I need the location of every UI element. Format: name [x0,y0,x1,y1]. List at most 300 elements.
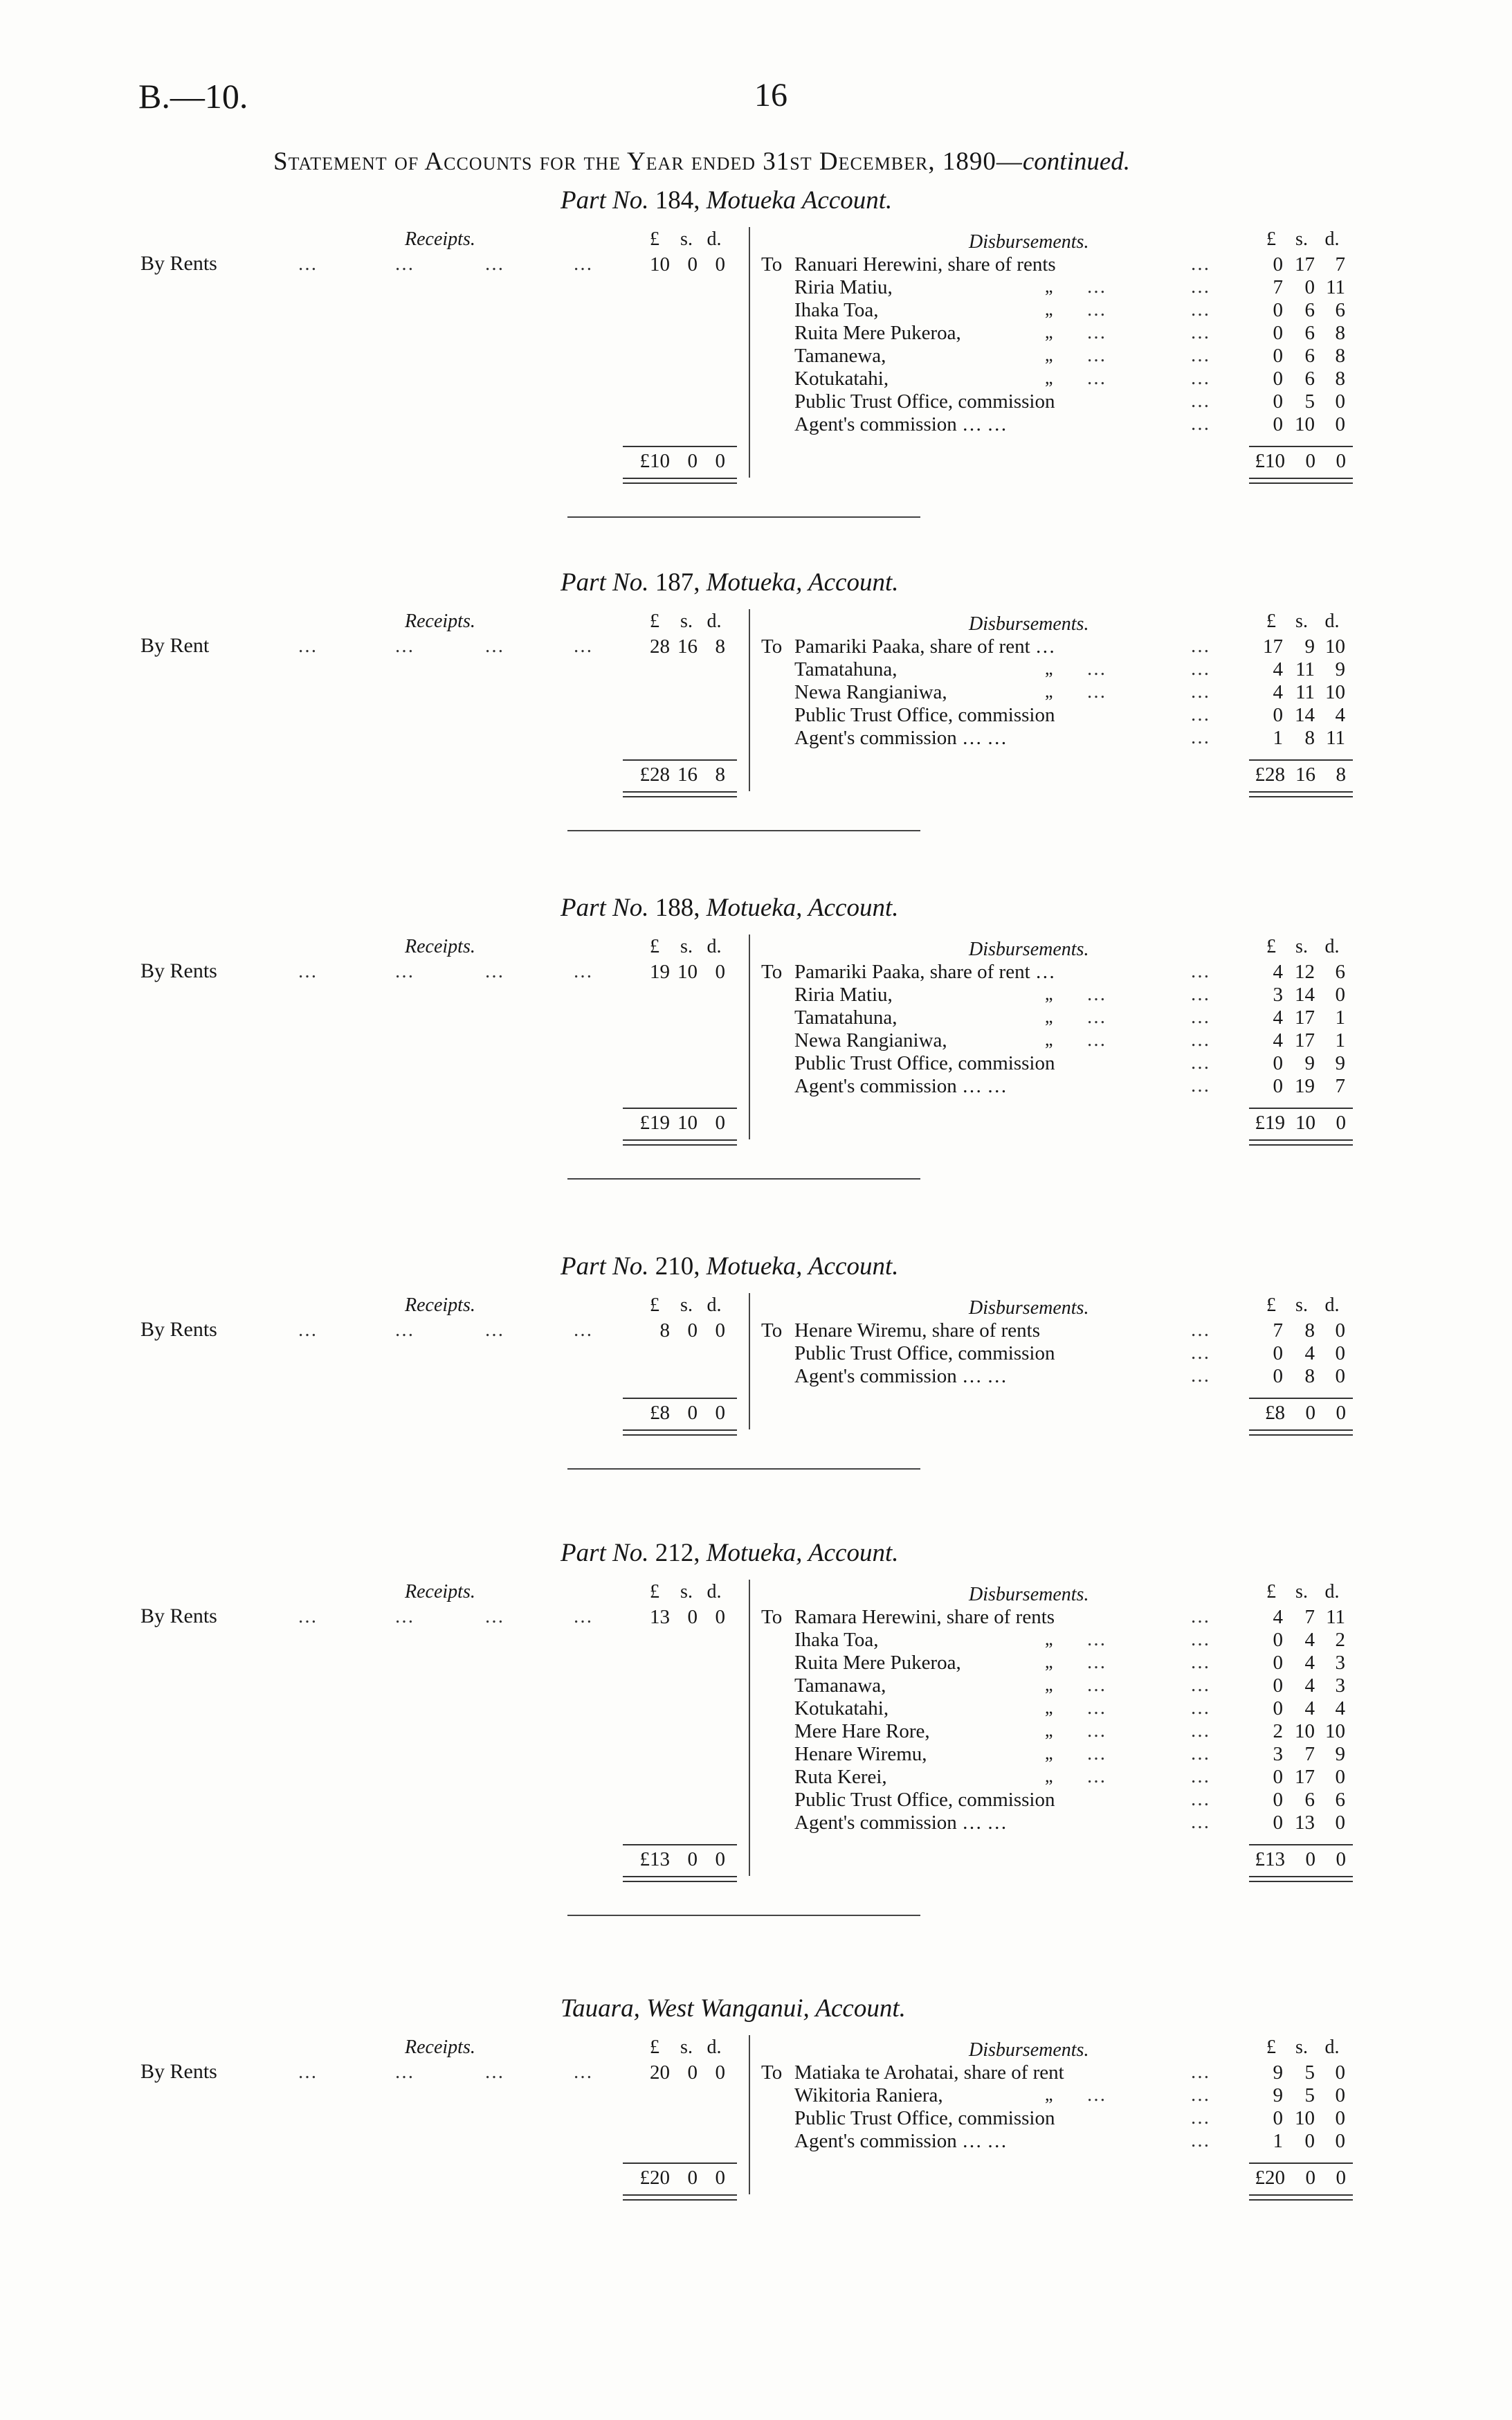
disbursement-amount-pence: 0 [1335,1812,1345,1834]
disbursement-amount-pounds: 9 [1273,2084,1283,2106]
disbursement-payee: Pamariki Paaka, share of rent … [794,635,1055,658]
disbursement-leader-right: … [1190,1743,1212,1764]
section-title-number: 188, [655,894,700,922]
receipt-total [621,1402,725,1425]
disbursement-total-pence: 0 [1336,1112,1346,1134]
ditto-mark: „ [1045,2084,1053,2104]
disbursement-amount-shillings: 7 [1304,1743,1315,1765]
disbursement-total-pounds: £10 [1255,450,1285,472]
disbursement-leader: … [1086,984,1109,1005]
disbursement-leader-right: … [1190,299,1212,320]
disbursement-payee: Riria Matiu, [794,984,893,1006]
disbursement-payee: Kotukatahi, [794,368,889,390]
pound-sign: £ [1266,2037,1276,2058]
disbursement-amount-pounds: 0 [1273,1342,1283,1364]
column-divider [749,227,750,478]
disbursement-payee: Newa Rangianiwa, [794,1029,947,1051]
receipt-leader-4: … [573,635,595,657]
shilling-sign: s. [680,2037,693,2058]
disbursement-leader-right: … [1190,1342,1212,1364]
receipt-leader-1: … [298,635,320,657]
disbursement-total [1242,450,1346,473]
pence-sign: d. [707,936,722,957]
receipt-amount-pounds: 13 [650,1606,670,1628]
receipt-leader-3: … [484,635,507,657]
disbursement-amount-shillings: 8 [1304,1319,1315,1342]
disbursement-amount [1251,390,1345,413]
disbursement-payee: Public Trust Office, commission [794,1789,1055,1811]
disbursement-amount-pence: 3 [1335,1674,1345,1697]
disbursement-amount-shillings: 17 [1295,1029,1315,1051]
receipt-leader-3: … [484,2061,507,2083]
receipt-total-rule [623,759,737,761]
receipts-label: Receipts. [405,228,475,250]
disbursement-payee: Agent's commission … … [794,727,1008,749]
disbursement-amount-pence: 4 [1335,704,1345,726]
disbursement-amount-pounds: 1 [1273,727,1283,749]
disbursement-amount-pence: 6 [1335,299,1345,321]
disbursement-total-pounds: £20 [1255,2167,1285,2189]
disbursement-leader-right: … [1190,322,1212,343]
disbursement-double-rule [1249,478,1353,484]
receipt-total-pence: 0 [715,2167,725,2189]
section-title-number: 212, [655,1539,700,1567]
receipt-leader-3: … [484,961,507,982]
disbursements-label: Disbursements. [969,613,1089,635]
receipts-currency-header [637,611,728,633]
disbursement-amount [1251,1319,1345,1342]
disbursement-leader-right: … [1190,635,1212,657]
disbursements-currency-header [1256,2037,1347,2059]
column-divider [749,2035,750,2194]
column-divider [749,934,750,1139]
disbursement-total [1242,1848,1346,1871]
disbursement-payee: Kotukatahi, [794,1697,889,1719]
ditto-mark: „ [1045,1720,1053,1740]
disbursement-amount-pounds: 4 [1273,961,1283,983]
shilling-sign: s. [1295,1581,1308,1602]
disbursement-payee: Tamatahuna, [794,658,898,680]
receipt-label: By Rents [140,1605,217,1627]
disbursement-leader-right: … [1190,1006,1212,1028]
disbursement-total-rule [1249,446,1353,447]
disbursements-currency-header [1256,1581,1347,1603]
disbursement-amount-pence: 1 [1335,1006,1345,1029]
ditto-mark: „ [1045,681,1053,701]
section-title-b: Motueka, Account. [700,1252,899,1281]
disbursement-leader: … [1086,368,1109,389]
receipt-double-rule [623,1429,737,1436]
ditto-mark: „ [1045,658,1053,678]
section-title-number: 187, [655,568,700,597]
disbursement-leader-right: … [1190,727,1212,748]
receipt-amount [621,635,725,658]
disbursement-amount-shillings: 11 [1295,658,1315,680]
disbursement-leader-right: … [1190,368,1212,389]
title-text: Statement of Accounts for the Year ended 31st December, 1890— [273,147,1023,176]
disbursement-amount [1251,345,1345,368]
shilling-sign: s. [1295,936,1308,957]
disbursement-leader: … [1086,2084,1109,2106]
disbursement-amount-pounds: 4 [1273,681,1283,703]
disbursement-amount [1251,1052,1345,1075]
disbursement-leader-right: … [1190,2130,1212,2151]
disbursement-total-rule [1249,1844,1353,1845]
receipts-label: Receipts. [405,2037,475,2058]
receipt-amount-shillings: 10 [677,961,698,983]
disbursement-amount-pounds: 0 [1273,1052,1283,1074]
section-title [561,1252,898,1281]
disbursement-leader-right: … [1190,1674,1212,1696]
receipt-leader-4: … [573,2061,595,2083]
disbursement-amount [1251,1006,1345,1029]
disbursement-amount-pence: 6 [1335,961,1345,983]
disbursement-amount-pence: 10 [1325,1720,1345,1742]
disbursement-total-pounds: £28 [1255,764,1285,786]
disbursement-amount-pounds: 0 [1273,413,1283,435]
disbursement-leader: … [1086,1006,1109,1028]
section-title-a: Part No. [561,186,655,215]
disbursement-amount-shillings: 5 [1304,2061,1315,2084]
disbursement-leader-right: … [1190,1697,1212,1719]
receipt-total-rule [623,1108,737,1109]
section-separator [567,516,920,518]
pound-sign: £ [650,611,659,632]
receipt-double-rule [623,1876,737,1882]
disbursement-leader: … [1086,1652,1109,1673]
disbursement-leader: … [1086,1029,1109,1051]
disbursement-total-shillings: 0 [1305,1848,1315,1870]
disbursement-payee: Henare Wiremu, [794,1743,927,1765]
receipt-total [621,764,725,786]
disbursement-amount-pounds: 0 [1273,299,1283,321]
disbursement-amount-shillings: 17 [1295,1006,1315,1029]
disbursement-leader-right: … [1190,1075,1212,1096]
disbursement-amount-pounds: 1 [1273,2130,1283,2152]
receipt-leader-4: … [573,961,595,982]
disbursement-leader: … [1086,299,1109,320]
disbursements-currency-header [1256,1294,1347,1317]
disbursement-amount [1251,2084,1345,2107]
disbursement-total-rule [1249,2162,1353,2164]
disbursement-amount-pence: 4 [1335,1697,1345,1719]
disbursement-amount-pence: 9 [1335,658,1345,680]
disbursement-leader-right: … [1190,704,1212,725]
shilling-sign: s. [1295,228,1308,250]
disbursements-label: Disbursements. [969,939,1089,960]
disbursement-prefix: To [761,961,783,983]
disbursement-amount-shillings: 8 [1304,1365,1315,1387]
disbursement-leader: … [1086,322,1109,343]
receipt-total-rule [623,1844,737,1845]
disbursement-amount-pounds: 0 [1273,368,1283,390]
section-title-b: Tauara, West Wanganui, Account. [561,1994,906,2023]
receipt-amount [621,253,725,276]
disbursement-payee: Tamanewa, [794,345,886,367]
disbursement-amount-pounds: 0 [1273,1652,1283,1674]
receipt-amount-shillings: 0 [687,2061,698,2084]
disbursement-payee: Henare Wiremu, share of rents [794,1319,1041,1342]
ditto-mark: „ [1045,1697,1053,1717]
pence-sign: d. [707,228,722,250]
disbursement-amount-pounds: 9 [1273,2061,1283,2084]
disbursement-amount [1251,961,1345,984]
receipt-amount-pence: 0 [715,253,725,276]
disbursement-leader-right: … [1190,1766,1212,1787]
disbursement-amount [1251,276,1345,299]
section-title-b: Motueka Account. [700,186,893,215]
ditto-mark: „ [1045,1006,1053,1027]
disbursements-label: Disbursements. [969,1584,1089,1605]
disbursement-amount [1251,704,1345,727]
disbursement-payee: Agent's commission … … [794,413,1008,435]
receipt-total [621,450,725,473]
disbursement-amount-shillings: 6 [1304,368,1315,390]
disbursement-total-shillings: 0 [1305,450,1315,472]
pence-sign: d. [707,1294,722,1316]
section-title-number: 184, [655,186,700,215]
disbursement-amount-pence: 10 [1325,635,1345,658]
disbursement-amount-shillings: 19 [1295,1075,1315,1097]
disbursement-amount-shillings: 4 [1304,1342,1315,1364]
column-divider [749,1293,750,1429]
receipt-double-rule [623,1139,737,1146]
receipt-amount [621,1319,725,1342]
shilling-sign: s. [1295,611,1308,632]
disbursement-amount-pounds: 0 [1273,322,1283,344]
disbursement-amount-pence: 8 [1335,345,1345,367]
disbursement-leader-right: … [1190,961,1212,982]
disbursement-total-rule [1249,1108,1353,1109]
disbursement-amount-pence: 2 [1335,1629,1345,1651]
disbursement-double-rule [1249,791,1353,797]
disbursement-leader: … [1086,1720,1109,1742]
disbursement-leader: … [1086,1766,1109,1787]
disbursement-total-pounds: £8 [1265,1402,1285,1424]
receipt-amount-pounds: 28 [650,635,670,658]
receipt-double-rule [623,791,737,797]
page-number: 16 [754,77,787,114]
column-divider [749,609,750,791]
disbursement-amount-pounds: 0 [1273,390,1283,413]
section-separator [567,1178,920,1180]
disbursement-amount [1251,681,1345,704]
disbursement-leader-right: … [1190,253,1212,275]
disbursement-amount [1251,2107,1345,2130]
ditto-mark: „ [1045,1766,1053,1786]
shilling-sign: s. [680,611,693,632]
disbursement-amount [1251,1697,1345,1720]
disbursement-leader-right: … [1190,1052,1212,1074]
disbursement-payee: Newa Rangianiwa, [794,681,947,703]
section-title [561,893,898,923]
receipt-label: By Rents [140,959,217,982]
disbursement-amount-pence: 7 [1335,1075,1345,1097]
shilling-sign: s. [680,936,693,957]
disbursement-amount-pence: 11 [1326,276,1345,298]
receipt-leader-3: … [484,1319,507,1341]
disbursement-amount-pounds: 4 [1273,1029,1283,1051]
disbursement-leader: … [1086,658,1109,680]
disbursement-amount [1251,635,1345,658]
receipt-label: By Rents [140,2060,217,2083]
shilling-sign: s. [680,1294,693,1316]
disbursement-amount-pounds: 0 [1273,1766,1283,1788]
receipt-total-shillings: 0 [687,1848,698,1870]
receipts-label: Receipts. [405,611,475,632]
disbursement-prefix: To [761,253,783,276]
disbursement-amount-pence: 0 [1335,2107,1345,2129]
disbursement-double-rule [1249,1429,1353,1436]
disbursement-payee: Ranuari Herewini, share of rents [794,253,1056,276]
disbursements-label: Disbursements. [969,1297,1089,1319]
receipt-amount-pounds: 20 [650,2061,670,2084]
disbursement-amount-shillings: 7 [1304,1606,1315,1628]
disbursement-payee: Ramara Herewini, share of rents [794,1606,1055,1628]
receipt-total-pence: 0 [715,450,725,472]
receipt-leader-2: … [394,961,417,982]
pence-sign: d. [707,2037,722,2058]
disbursement-amount-pence: 11 [1326,727,1345,749]
disbursement-total [1242,1402,1346,1425]
disbursement-total-pounds: £13 [1255,1848,1285,1870]
disbursement-amount [1251,413,1345,436]
ditto-mark: „ [1045,1629,1053,1649]
disbursement-amount-pounds: 7 [1273,1319,1283,1342]
receipt-label: By Rents [140,1318,217,1341]
disbursement-amount-pounds: 0 [1273,1697,1283,1719]
disbursement-amount-pence: 0 [1335,413,1345,435]
disbursement-leader: … [1086,276,1109,298]
disbursement-amount-pence: 0 [1335,1766,1345,1788]
pound-sign: £ [650,1294,659,1316]
disbursement-amount [1251,1342,1345,1365]
disbursement-total-shillings: 16 [1295,764,1315,786]
column-divider [749,1580,750,1876]
disbursement-amount-shillings: 6 [1304,345,1315,367]
disbursement-amount-pence: 0 [1335,2084,1345,2106]
disbursement-leader-right: … [1190,2107,1212,2129]
disbursement-amount-pence: 0 [1335,1319,1345,1342]
disbursement-amount-pence: 0 [1335,1342,1345,1364]
disbursement-amount [1251,1766,1345,1789]
disbursement-amount-pounds: 3 [1273,984,1283,1006]
disbursement-amount-pounds: 0 [1273,1629,1283,1651]
disbursement-leader-right: … [1190,2084,1212,2106]
disbursement-total-pence: 0 [1336,1848,1346,1870]
disbursement-amount-pounds: 3 [1273,1743,1283,1765]
pence-sign: d. [1324,2037,1340,2058]
disbursement-amount [1251,1629,1345,1652]
receipt-total-pounds: £10 [639,450,670,472]
disbursement-total-shillings: 0 [1305,1402,1315,1424]
disbursement-amount-shillings: 10 [1295,413,1315,435]
disbursement-amount-pounds: 0 [1273,2107,1283,2129]
disbursement-amount [1251,1743,1345,1766]
disbursement-amount-pence: 3 [1335,1652,1345,1674]
disbursement-leader-right: … [1190,1720,1212,1742]
disbursement-amount-pence: 8 [1335,322,1345,344]
disbursements-label: Disbursements. [969,2039,1089,2061]
disbursement-amount [1251,1674,1345,1697]
receipt-amount-shillings: 0 [687,253,698,276]
disbursement-total-pence: 0 [1336,2167,1346,2189]
disbursement-amount-pence: 0 [1335,390,1345,413]
pound-sign: £ [650,2037,659,2058]
pound-sign: £ [1266,1581,1276,1602]
pound-sign: £ [650,1581,659,1602]
disbursement-total-rule [1249,759,1353,761]
disbursement-amount-shillings: 4 [1304,1697,1315,1719]
ditto-mark: „ [1045,1743,1053,1763]
section-title-b: Motueka, Account. [700,1539,899,1567]
receipts-label: Receipts. [405,936,475,957]
section-separator [567,1468,920,1470]
receipt-double-rule [623,478,737,484]
disbursement-amount-shillings: 14 [1295,984,1315,1006]
receipt-total-shillings: 0 [687,2167,698,2189]
disbursement-leader-right: … [1190,1652,1212,1673]
title-continued: continued. [1022,147,1131,176]
disbursement-payee: Agent's commission … … [794,1075,1008,1097]
disbursement-amount-shillings: 0 [1304,2130,1315,2152]
disbursement-amount [1251,1789,1345,1812]
receipts-currency-header [637,2037,728,2059]
document-reference: B.—10. [138,77,248,116]
receipt-total [621,1112,725,1135]
receipt-leader-1: … [298,1319,320,1341]
shilling-sign: s. [680,228,693,250]
disbursement-amount-pounds: 0 [1273,253,1283,276]
receipt-leader-4: … [573,1319,595,1341]
disbursement-amount-pounds: 4 [1273,1006,1283,1029]
receipt-amount [621,2061,725,2084]
disbursement-amount [1251,2130,1345,2153]
receipt-amount [621,1606,725,1629]
disbursement-amount-pence: 0 [1335,2061,1345,2084]
disbursement-amount-shillings: 6 [1304,322,1315,344]
section-separator [567,1915,920,1916]
disbursement-amount-shillings: 9 [1304,635,1315,658]
receipt-double-rule [623,2194,737,2201]
section-title-a: Part No. [561,894,655,922]
disbursements-currency-header [1256,936,1347,958]
disbursement-leader-right: … [1190,1629,1212,1650]
pound-sign: £ [1266,228,1276,250]
receipts-currency-header [637,228,728,251]
disbursement-payee: Tamanawa, [794,1674,886,1697]
receipt-total-pence: 0 [715,1112,725,1134]
disbursement-amount [1251,2061,1345,2084]
receipt-total [621,2167,725,2189]
section-title-a: Part No. [561,568,655,597]
ditto-mark: „ [1045,1674,1053,1695]
pound-sign: £ [1266,1294,1276,1316]
receipt-leader-3: … [484,1606,507,1627]
ditto-mark: „ [1045,345,1053,365]
disbursement-amount-shillings: 6 [1304,1789,1315,1811]
disbursement-payee: Public Trust Office, commission [794,1342,1055,1364]
disbursement-amount-shillings: 0 [1304,276,1315,298]
disbursement-leader-right: … [1190,1812,1212,1833]
receipt-leader-2: … [394,1606,417,1627]
disbursement-payee: Tamatahuna, [794,1006,898,1029]
disbursement-payee: Ihaka Toa, [794,1629,879,1651]
page-title [273,147,1130,177]
receipt-total-shillings: 0 [687,450,698,472]
receipt-leader-3: … [484,253,507,275]
disbursements-currency-header [1256,228,1347,251]
